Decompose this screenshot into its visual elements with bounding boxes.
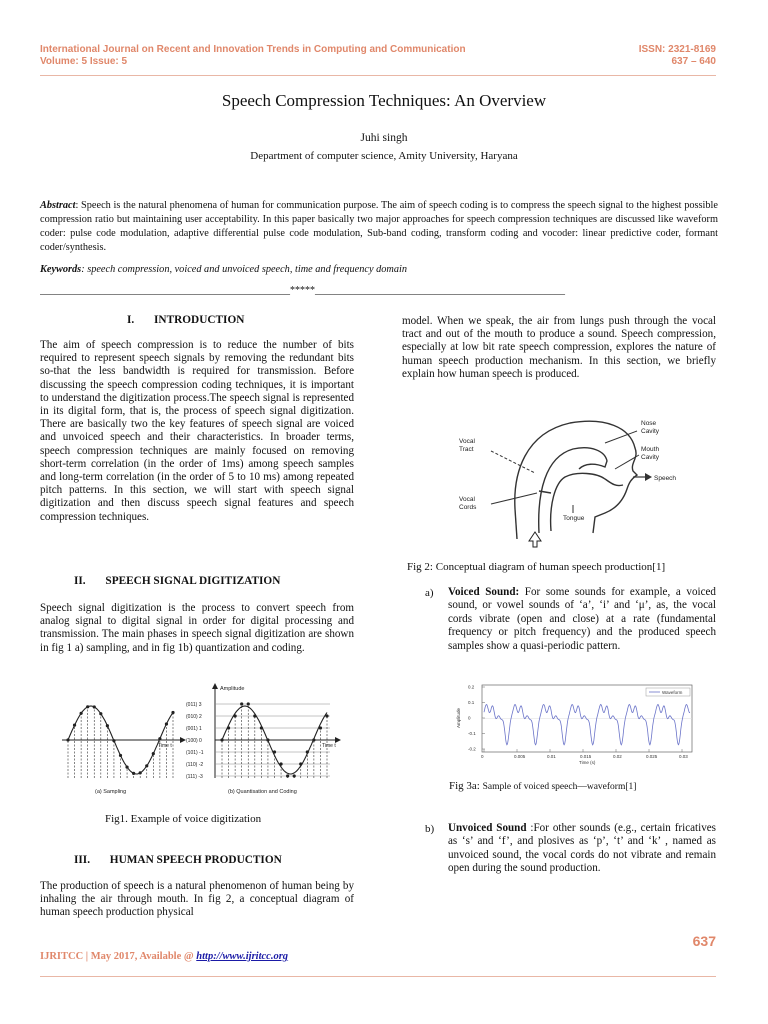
keywords-label: Keywords — [40, 264, 82, 275]
unvoiced-sound-item — [448, 822, 716, 876]
fig3a-x-tick-label: 0.005 — [514, 754, 526, 759]
fig1b-sample-point — [234, 714, 237, 717]
abstract-label: Abstract — [40, 200, 76, 211]
fig3a-x-tick-label: 0.01 — [547, 754, 556, 759]
author-name: Juhi singh — [360, 132, 408, 144]
fig1b-level-label: (001) 1 — [186, 726, 202, 732]
fig3a-x-tick-label: 0.02 — [613, 754, 622, 759]
fig1b-sample-point — [306, 750, 309, 753]
fig2-tongue-outline — [551, 473, 623, 531]
fig1b-sample-point — [286, 774, 289, 777]
abstract — [40, 199, 718, 255]
abstract-separator: __________________________________________________*****__________________________________________________ — [40, 285, 565, 296]
figure-3a-caption-label: Fig 3a: — [449, 780, 483, 792]
fig3a-y-tick-label: 0.2 — [468, 684, 475, 690]
fig2-label-tongue: Tongue — [563, 515, 585, 522]
fig1b-quantization-levels — [186, 702, 330, 780]
fig3a-x-ticks — [481, 749, 688, 759]
section-title: SPEECH SIGNAL DIGITIZATION — [105, 575, 281, 587]
fig1b-level-label: (100) 0 — [186, 738, 202, 744]
fig1b-level-label: (101) -1 — [186, 750, 204, 756]
fig1a-sample-point — [132, 772, 135, 775]
fig1a-sample-point — [119, 754, 122, 757]
journal-volume: Volume: 5 Issue: 5 — [40, 56, 128, 67]
section-number: III. — [74, 854, 91, 866]
voiced-sound-item — [448, 586, 716, 653]
keywords-text: : speech compression, voiced and unvoiced speech, time and frequency domain — [81, 264, 407, 275]
fig3a-x-tick-label: 0.015 — [580, 754, 592, 759]
figure-3a-caption-text: Sample of voiced speech—waveform[1] — [482, 782, 637, 792]
fig3a-y-ticks — [468, 685, 485, 752]
fig1a-time-label: Time t — [158, 743, 172, 749]
fig2-neck-outline — [515, 509, 517, 539]
fig1b-sample-point — [293, 774, 296, 777]
fig1a-sample-point — [171, 711, 174, 714]
figure-2-caption: Fig 2: Conceptual diagram of human speech production[1] — [407, 561, 666, 573]
fig1a-sample-point — [86, 705, 89, 708]
fig3a-y-tick-label: -0.1 — [468, 731, 476, 736]
fig1a-sample-point — [125, 766, 128, 769]
paper-title: Speech Compression Techniques: An Overview — [221, 91, 547, 110]
fig1b-level-label: (010) 2 — [186, 714, 202, 720]
fig1b-sample-point — [299, 762, 302, 765]
fig2-label-nose-cavity: Nose Cavity — [641, 420, 660, 435]
fig2-label-vocal-cords: Vocal Cords — [459, 496, 477, 511]
footer-text: IJRITCC | May 2017, Available @ — [40, 951, 197, 962]
voiced-sound-text: For some sounds for example, a voiced sound, or vowel sounds of ‘a’, ‘i’ and ‘μ’, as, the vocal cords vibrate (open and close) at a rate (fundamental frequency or pitch frequency) and the produced speech samples show a quasi-periodic pattern. — [448, 586, 716, 652]
section-title: HUMAN SPEECH PRODUCTION — [109, 854, 282, 866]
fig2-label-mouth-cavity: Mouth Cavity — [641, 446, 660, 461]
fig2-leader — [491, 493, 537, 504]
fig1b-sample-point — [253, 714, 256, 717]
fig3a-y-tick-label: 0 — [468, 715, 471, 721]
introduction-paragraph: The aim of speech compression is to reduce the number of bits required to represent speech signals by removing the redundant bits so-that the less bandwidth is required for transmission. Before discussing the speech compression coding techniques, it is important to understand the digitization process.The speech signal is represented in its digital form, that is, the process of speech signal digitization. There are basically two the key features of speech signal are voiced and unvoiced speech and their characteristics. In broader terms, speech compression techniques are mainly focused on removing short-term correlation (in the order of 1ms) among speech samples and long-term correlation (in the order of 5 to 10 ms) among repeated pitch patterns. In this section, we will start with speech signal digitization and then discuss speech signal features and speech compression techniques. — [40, 339, 354, 523]
fig1a-sample-point — [145, 764, 148, 767]
footer-divider — [40, 976, 716, 977]
fig1b-level-label: (110) -2 — [186, 762, 204, 768]
fig1b-arrow-icon — [212, 683, 218, 689]
fig2-leader — [615, 455, 639, 469]
journal-issn: ISSN: 2321-8169 — [638, 44, 716, 55]
fig1b-sample-point — [247, 702, 250, 705]
journal-pages: 637 – 640 — [671, 56, 716, 67]
section-title: INTRODUCTION — [154, 314, 245, 326]
fig1a-sample-point — [112, 739, 115, 742]
section-number: II. — [74, 575, 86, 587]
fig1a-sample-point — [66, 738, 69, 741]
fig3a-y-tick-label: -0.2 — [468, 746, 476, 752]
figure-3a-caption — [449, 780, 636, 792]
journal-header — [40, 44, 466, 68]
fig3a-x-tick-label: 0 — [481, 754, 484, 759]
fig2-label-vocal-tract: Vocal Tract — [459, 438, 475, 453]
fig1a-subcaption: (a) Sampling — [95, 789, 127, 795]
journal-issn-block — [639, 44, 716, 68]
figure-1-caption: Fig1. Example of voice digitization — [105, 813, 262, 825]
list-marker-a: a) — [425, 587, 434, 599]
fig1a-sample-point — [80, 712, 83, 715]
fig2-arrow-icon — [645, 473, 652, 481]
fig1a-sample-point — [165, 722, 168, 725]
fig1b-sample-point — [312, 738, 315, 741]
section-heading-introduction — [127, 314, 244, 326]
footer-link[interactable]: http://www.ijritcc.org — [196, 951, 289, 962]
figure-3a-voiced-waveform — [454, 680, 699, 766]
fig1b-sample-point — [273, 750, 276, 753]
speech-production-paragraph: The production of speech is a natural phenomenon of human being by inhaling the air through mouth. In fig 2, a conceptual diagram of human speech production physical — [40, 880, 354, 919]
keywords — [40, 263, 718, 277]
fig2-air-up-arrow-icon — [529, 532, 541, 547]
fig1a-sample-point — [158, 737, 161, 740]
fig1b-level-label: (111) -3 — [186, 774, 203, 780]
fig1a-sample-point — [139, 771, 142, 774]
fig1b-sample-point — [227, 726, 230, 729]
fig1b-sample-point — [260, 726, 263, 729]
fig1a-sample-point — [99, 712, 102, 715]
abstract-text: : Speech is the natural phenomena of human for communication purpose. The aim of speech coding is to compress the speech signal to the highest possible compression ratio but maintaining user acceptability. In this paper basically two major approaches for speech compression techniques are discussed like waveform coder: pulse code modulation, adaptive differential pulse code modulation, Sub-band coding, transform coding and vocoder: linear predictive coder, formant coder/synthesis. — [40, 200, 718, 253]
fig1a-sample-point — [73, 724, 76, 727]
journal-name: International Journal on Recent and Innovation Trends in Computing and Communication — [40, 44, 466, 55]
fig1a-sample-point — [106, 724, 109, 727]
section-number: I. — [127, 314, 135, 326]
fig1a-sample-point — [93, 705, 96, 708]
fig1b-sample-point — [240, 702, 243, 705]
fig3a-legend-label: Waveform — [662, 690, 683, 695]
fig1b-arrow-icon — [335, 737, 341, 743]
fig3a-y-axis-label: Amplitude — [456, 707, 461, 728]
fig3a-waveform-line — [484, 705, 690, 745]
list-marker-b: b) — [425, 823, 435, 835]
fig1b-subcaption: (b) Quantisation and Coding — [228, 789, 297, 795]
fig3a-y-tick-label: 0.1 — [468, 700, 475, 705]
unvoiced-sound-title: Unvoiced Sound — [448, 822, 527, 834]
unvoiced-sound-text: :For other sounds (e.g., certain fricatives as ‘s’ and ‘f’, and plosives as ‘p’, ‘t’ and ‘k’ , named as unvoiced sound, the vocal cords do not vibrate and remain open during the sound production. — [448, 822, 717, 875]
fig3a-x-axis-label: Time (s) — [579, 760, 596, 765]
digitization-paragraph: Speech signal digitization is the process to convert speech from analog signal to digital signal in order for digital processing and transmission. The main phases in speech signal digitization are shown in fig 1 a) sampling, and in fig 1b) quantization and coding. — [40, 602, 354, 654]
fig1b-sample-point — [279, 762, 282, 765]
fig2-leader — [491, 451, 535, 473]
figure-1-digitization — [60, 683, 350, 798]
fig1b-time-label: Time t — [322, 743, 336, 749]
footer-availability — [40, 951, 288, 962]
fig1b-sample-point — [220, 738, 223, 741]
figure-2-speech-production — [455, 413, 685, 553]
fig1a-sample-point — [152, 752, 155, 755]
fig1b-sample-point — [319, 726, 322, 729]
fig3a-x-tick-label: 0.03 — [679, 754, 688, 759]
fig1b-amplitude-label: Amplitude — [220, 686, 245, 692]
section-heading-speech-production — [74, 854, 282, 866]
author-affiliation: Department of computer science, Amity University, Haryana — [250, 150, 518, 162]
fig1b-level-label: (011) 3 — [186, 702, 202, 708]
fig2-label-speech: Speech — [654, 475, 677, 482]
fig3a-x-tick-label: 0.025 — [646, 754, 658, 759]
section-heading-digitization — [74, 575, 280, 587]
speech-production-continued: model. When we speak, the air from lungs push through the vocal tract and out of the mouth to produce a sound. Speech compression, especially at low bit rate speech compression, explores the nature of human speech production mechanism. In this section, we briefly explain how human speech is produced. — [402, 315, 716, 380]
voiced-sound-title: Voiced Sound: — [448, 586, 520, 598]
fig1b-sample-point — [325, 714, 328, 717]
fig1b-sample-point — [266, 738, 269, 741]
header-divider — [40, 75, 716, 76]
footer-page-number: 637 — [692, 933, 716, 949]
